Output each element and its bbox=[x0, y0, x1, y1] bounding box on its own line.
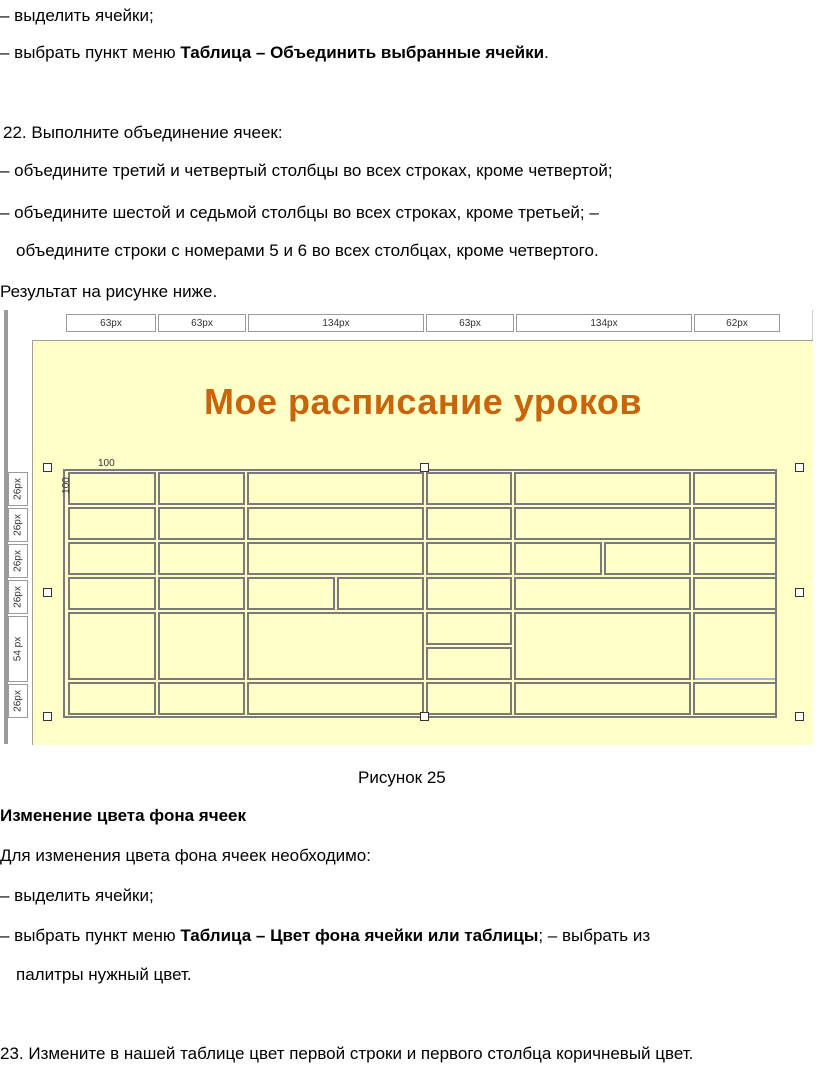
table-cell[interactable] bbox=[514, 612, 691, 680]
task-22-item-3: объедините строки с номерами 5 и 6 во всех столбцах, кроме четвертого. bbox=[16, 241, 599, 260]
table-cell[interactable] bbox=[68, 682, 156, 715]
result-note: Результат на рисунке ниже. bbox=[0, 282, 218, 301]
table-height-anchor: 100 bbox=[60, 477, 72, 494]
ruler-col-4: 63px bbox=[426, 314, 514, 332]
table-cell[interactable] bbox=[158, 507, 245, 540]
ruler-col-2: 63px bbox=[158, 314, 246, 332]
step-select-cells: – выделить ячейки; bbox=[0, 6, 154, 25]
table-cell[interactable] bbox=[68, 577, 156, 610]
ruler-col-5: 134px bbox=[516, 314, 692, 332]
table-cell[interactable] bbox=[514, 542, 602, 575]
table-cell[interactable] bbox=[68, 612, 156, 680]
resize-handle[interactable] bbox=[795, 588, 804, 597]
table-cell[interactable] bbox=[426, 577, 512, 610]
table-cell[interactable] bbox=[514, 507, 691, 540]
table-cell[interactable] bbox=[426, 647, 512, 680]
table-cell[interactable] bbox=[68, 472, 156, 505]
ruler-col-3: 134px bbox=[248, 314, 424, 332]
table-cell[interactable] bbox=[426, 472, 512, 505]
table-cell[interactable] bbox=[158, 542, 245, 575]
step-select-cells-2: – выделить ячейки; bbox=[0, 886, 154, 905]
schedule-title: Мое расписание уроков bbox=[204, 381, 642, 422]
table-cell[interactable] bbox=[693, 612, 777, 680]
table-cell[interactable] bbox=[693, 577, 777, 610]
ruler-row-3: 26px bbox=[8, 544, 28, 578]
task-23: 23. Измените в нашей таблице цвет первой строки и первого столбца коричневый цвет. bbox=[0, 1044, 694, 1063]
step-menu-merge: – выбрать пункт меню Таблица – Объединить выбранные ячейки. bbox=[0, 43, 549, 62]
task-22: 22. Выполните объединение ячеек: bbox=[3, 123, 283, 142]
table-cell[interactable] bbox=[247, 577, 335, 610]
table-cell[interactable] bbox=[693, 507, 777, 540]
ruler-row-1: 26px bbox=[8, 472, 28, 506]
table-cell[interactable] bbox=[514, 472, 691, 505]
table-cell[interactable] bbox=[604, 542, 691, 575]
resize-handle[interactable] bbox=[795, 712, 804, 721]
ruler-row-4: 26px bbox=[8, 580, 28, 614]
table-cell[interactable] bbox=[247, 472, 424, 505]
table-cell[interactable] bbox=[158, 472, 245, 505]
table-cell[interactable] bbox=[693, 542, 777, 575]
table-cell[interactable] bbox=[68, 507, 156, 540]
table-cell[interactable] bbox=[158, 612, 245, 680]
table-cell[interactable] bbox=[68, 542, 156, 575]
resize-handle[interactable] bbox=[420, 463, 429, 472]
step-palette: палитры нужный цвет. bbox=[16, 965, 192, 984]
resize-handle[interactable] bbox=[795, 463, 804, 472]
table-cell[interactable] bbox=[426, 612, 512, 645]
step-menu-bg-color: – выбрать пункт меню Таблица – Цвет фона ячейки или таблицы; – выбрать из bbox=[0, 926, 651, 945]
resize-handle[interactable] bbox=[43, 712, 52, 721]
table-cell[interactable] bbox=[514, 577, 691, 610]
resize-handle[interactable] bbox=[43, 588, 52, 597]
resize-handle[interactable] bbox=[420, 712, 429, 721]
table-cell[interactable] bbox=[158, 682, 245, 715]
table-cell[interactable] bbox=[426, 682, 512, 715]
section-heading: Изменение цвета фона ячеек bbox=[0, 806, 246, 825]
table-cell[interactable] bbox=[337, 577, 424, 610]
selection-highlight bbox=[695, 678, 775, 680]
ruler-row-6: 26px bbox=[8, 684, 28, 718]
task-22-item-1: – объедините третий и четвертый столбцы во всех строках, кроме четвертой; bbox=[0, 161, 613, 180]
resize-handle[interactable] bbox=[43, 463, 52, 472]
table-cell[interactable] bbox=[247, 542, 424, 575]
instructions-intro: Для изменения цвета фона ячеек необходимо: bbox=[0, 846, 371, 865]
figure-caption: Рисунок 25 bbox=[358, 768, 446, 787]
table-cell[interactable] bbox=[247, 507, 424, 540]
table-cell[interactable] bbox=[247, 682, 424, 715]
table-width-anchor: 100 bbox=[98, 458, 115, 469]
table-cell[interactable] bbox=[158, 577, 245, 610]
ruler-col-1: 63px bbox=[66, 314, 156, 332]
table-cell[interactable] bbox=[247, 612, 424, 680]
table-cell[interactable] bbox=[426, 542, 512, 575]
ruler-row-5: 54 px bbox=[8, 616, 28, 682]
task-22-item-2: – объедините шестой и седьмой столбцы во всех строках, кроме третьей; – bbox=[0, 203, 599, 222]
ruler-col-6: 62px bbox=[694, 314, 780, 332]
table-cell[interactable] bbox=[514, 682, 691, 715]
table-cell[interactable] bbox=[693, 472, 777, 505]
ruler-row-2: 26px bbox=[8, 508, 28, 542]
table-cell[interactable] bbox=[426, 507, 512, 540]
table-cell[interactable] bbox=[693, 682, 777, 715]
